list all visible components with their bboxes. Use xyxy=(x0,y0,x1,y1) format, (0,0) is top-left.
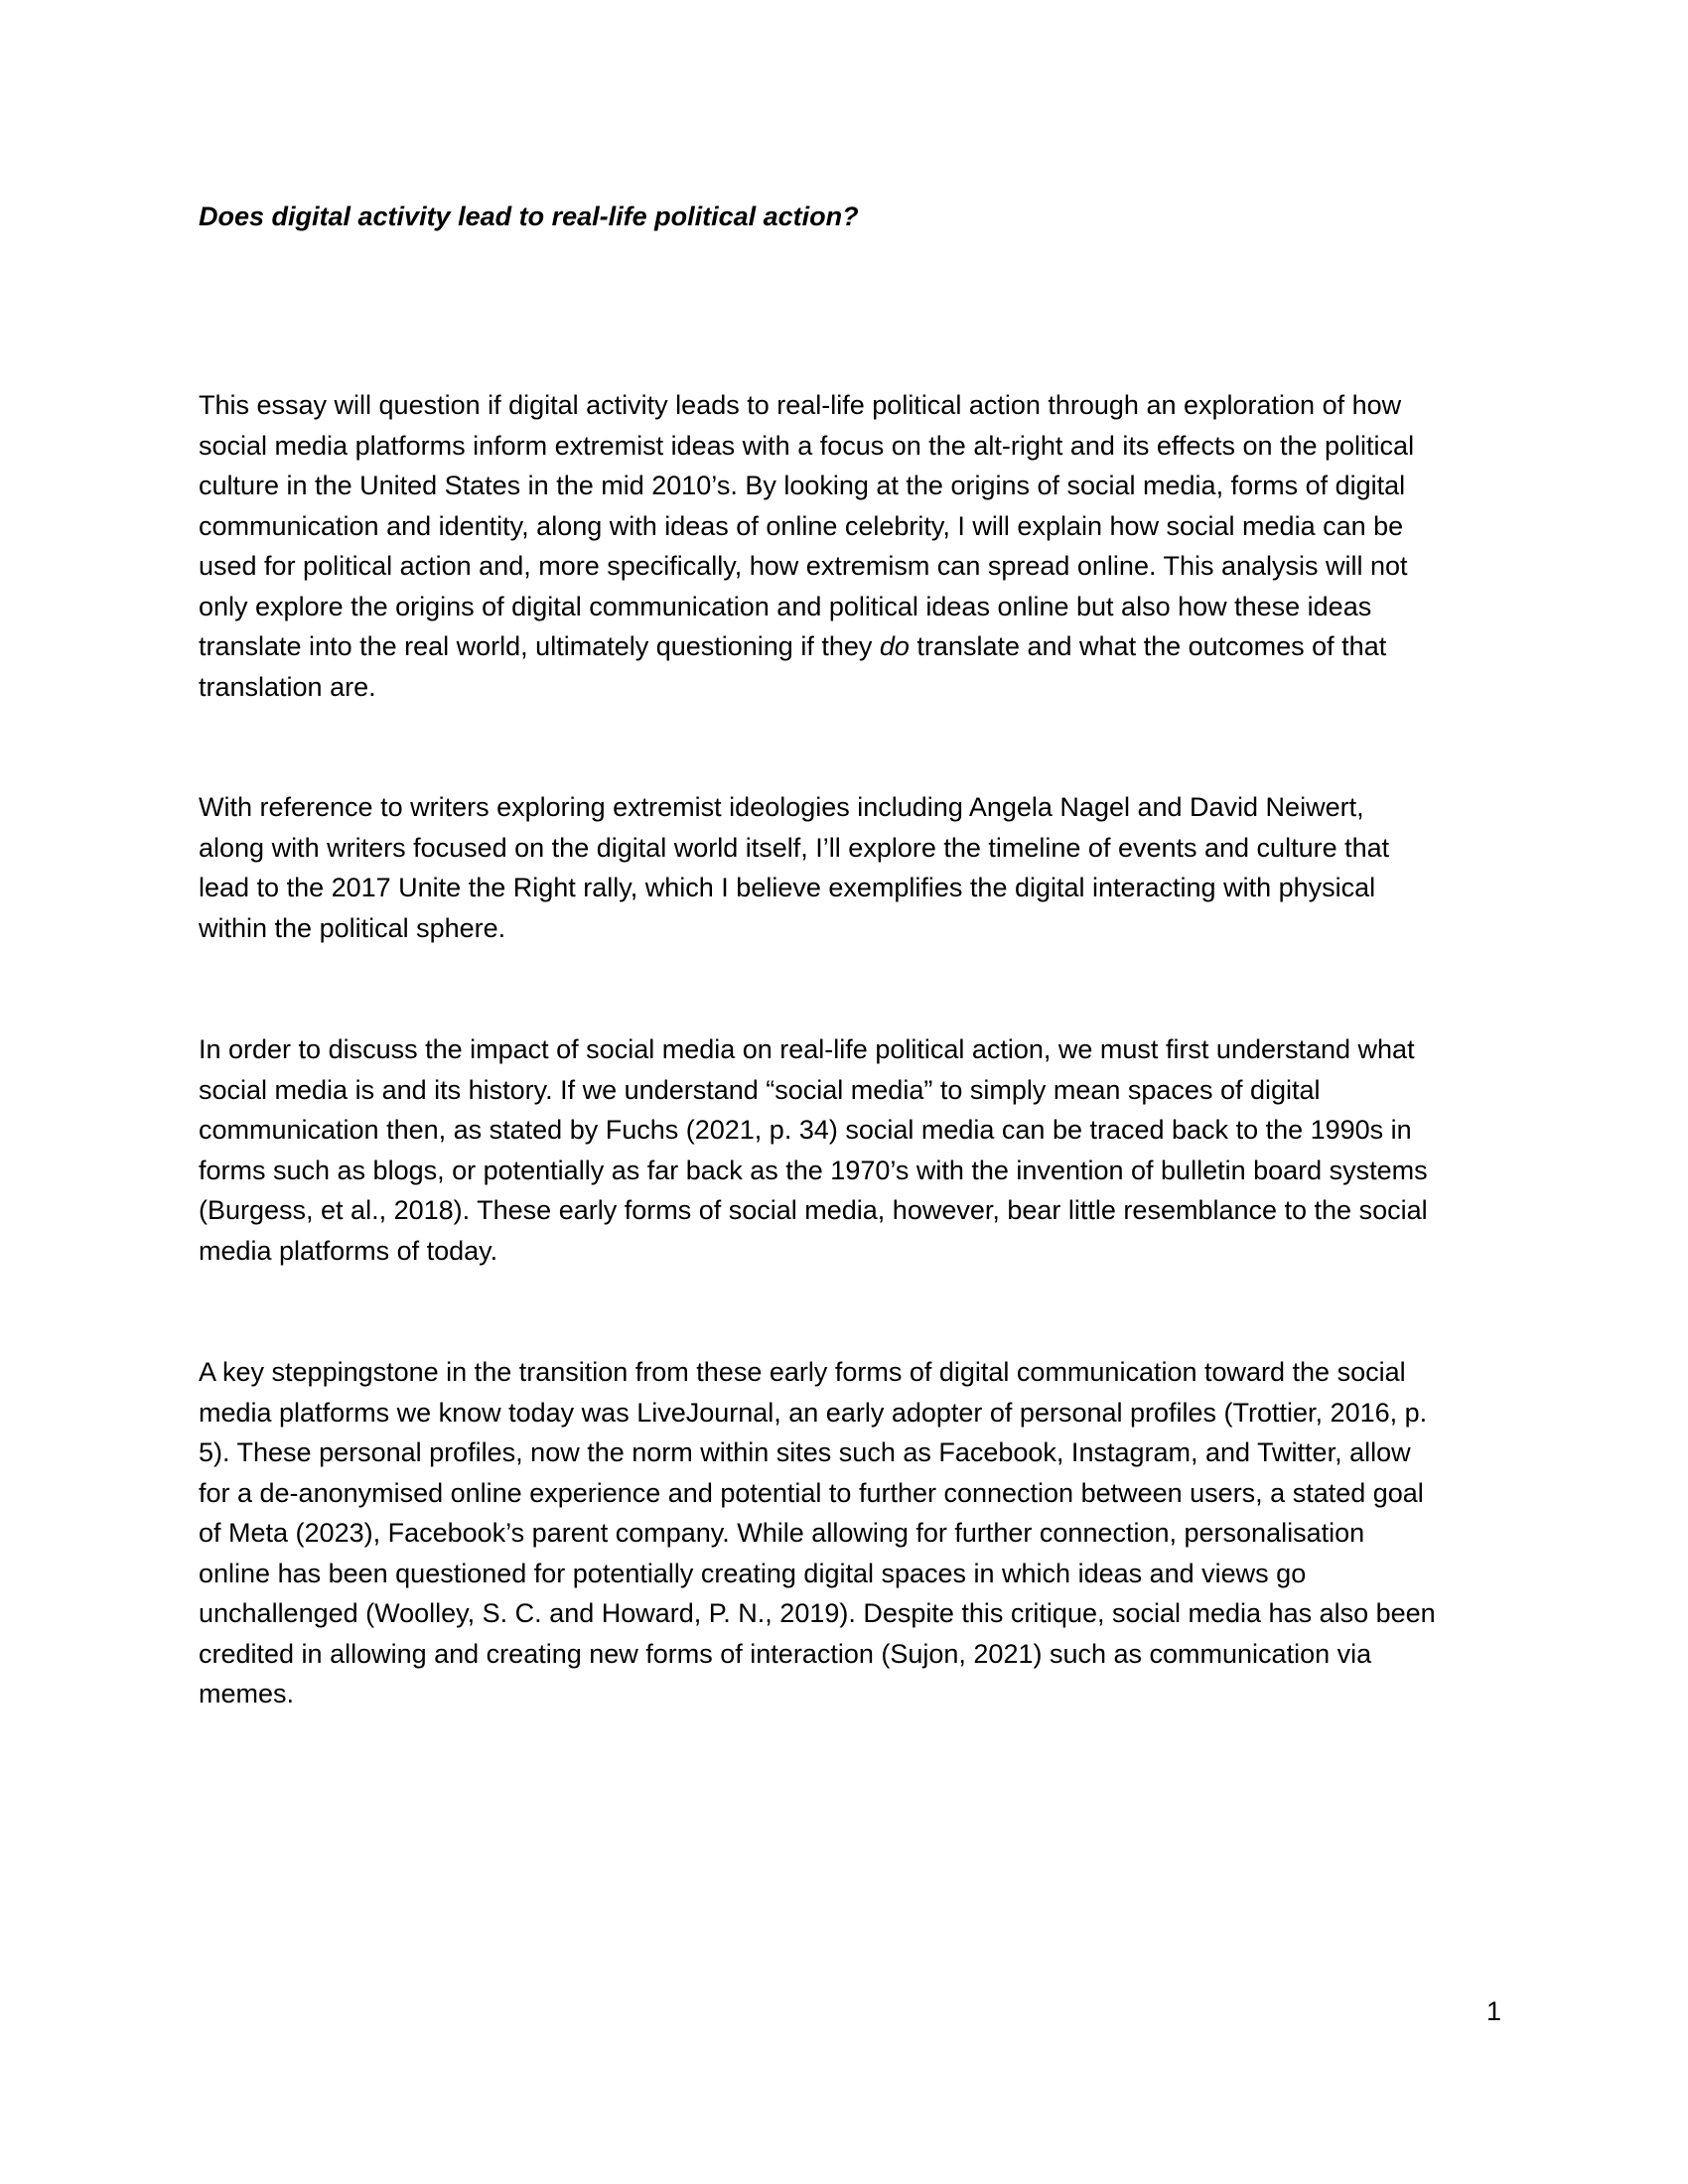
text-line: In order to discuss the impact of social media on real-life political action, we must first understand what xyxy=(199,1034,1415,1064)
paragraph-livejournal xyxy=(199,1352,1491,1714)
text-line: A key steppingstone in the transition from these early forms of digital communication toward the social xyxy=(199,1357,1406,1387)
text-line: along with writers focused on the digital world itself, I’ll explore the timeline of events and culture that xyxy=(199,832,1390,863)
text-line: unchallenged (Woolley, S. C. and Howard, P. N., 2019). Despite this critique, social media has also been xyxy=(199,1598,1436,1628)
text-line: With reference to writers exploring extremist ideologies including Angela Nagel and David Neiwert, xyxy=(199,792,1364,822)
text-line: lead to the 2017 Unite the Right rally, which I believe exemplifies the digital interacting with physical xyxy=(199,873,1376,902)
text-line: (Burgess, et al., 2018). These early forms of social media, however, bear little resemblance to the social xyxy=(199,1195,1428,1225)
text-line: of Meta (2023), Facebook’s parent company. While allowing for further connection, personalisation xyxy=(199,1518,1365,1548)
text-line: This essay will question if digital activity leads to real-life political action through an exploration of how xyxy=(199,390,1402,420)
text-line: memes. xyxy=(199,1679,295,1708)
text-line: forms such as blogs, or potentially as far back as the 1970’s with the invention of bulletin board systems xyxy=(199,1155,1428,1185)
page-number: 1 xyxy=(1485,1996,1501,2026)
text-line: used for political action and, more specifically, how extremism can spread online. This analysis will not xyxy=(199,551,1408,581)
text-line: culture in the United States in the mid 2010’s. By looking at the origins of social media, forms of digital xyxy=(199,471,1406,500)
text-line: social media platforms inform extremist ideas with a focus on the alt-right and its effects on the political xyxy=(199,430,1415,461)
text-line: translation are. xyxy=(199,671,376,702)
text-line: communication then, as stated by Fuchs (2021, p. 34) social media can be traced back to the 1990s in xyxy=(199,1115,1412,1145)
emphasized-word: do xyxy=(879,631,910,661)
text-line-with-emphasis xyxy=(199,626,1491,667)
text-line: social media is and its history. If we understand “social media” to simply mean spaces of digital xyxy=(199,1074,1321,1105)
paragraph-intro xyxy=(199,385,1491,707)
text-run: translate into the real world, ultimately questioning if they xyxy=(199,631,880,661)
text-line: media platforms we know today was LiveJournal, an early adopter of personal profiles (Trottier, 2016, p. xyxy=(199,1397,1428,1428)
text-line: media platforms of today. xyxy=(199,1235,498,1266)
paragraph-history xyxy=(199,1029,1491,1271)
document-title: Does digital activity lead to real-life political action? xyxy=(199,202,859,231)
text-line: credited in allowing and creating new forms of interaction (Sujon, 2021) such as communication via xyxy=(199,1638,1372,1669)
text-line: within the political sphere. xyxy=(199,912,506,943)
text-line: only explore the origins of digital communication and political ideas online but also how these ideas xyxy=(199,591,1372,621)
text-line: communication and identity, along with ideas of online celebrity, I will explain how social media can be xyxy=(199,510,1404,541)
text-line: 5). These personal profiles, now the norm within sites such as Facebook, Instagram, and Twitter, allow xyxy=(199,1437,1411,1467)
paragraph-references xyxy=(199,787,1491,948)
text-line: for a de-anonymised online experience and potential to further connection between users, a stated goal xyxy=(199,1477,1424,1508)
text-run: translate and what the outcomes of that xyxy=(909,631,1387,661)
text-line: online has been questioned for potentially creating digital spaces in which ideas and views go xyxy=(199,1558,1307,1588)
